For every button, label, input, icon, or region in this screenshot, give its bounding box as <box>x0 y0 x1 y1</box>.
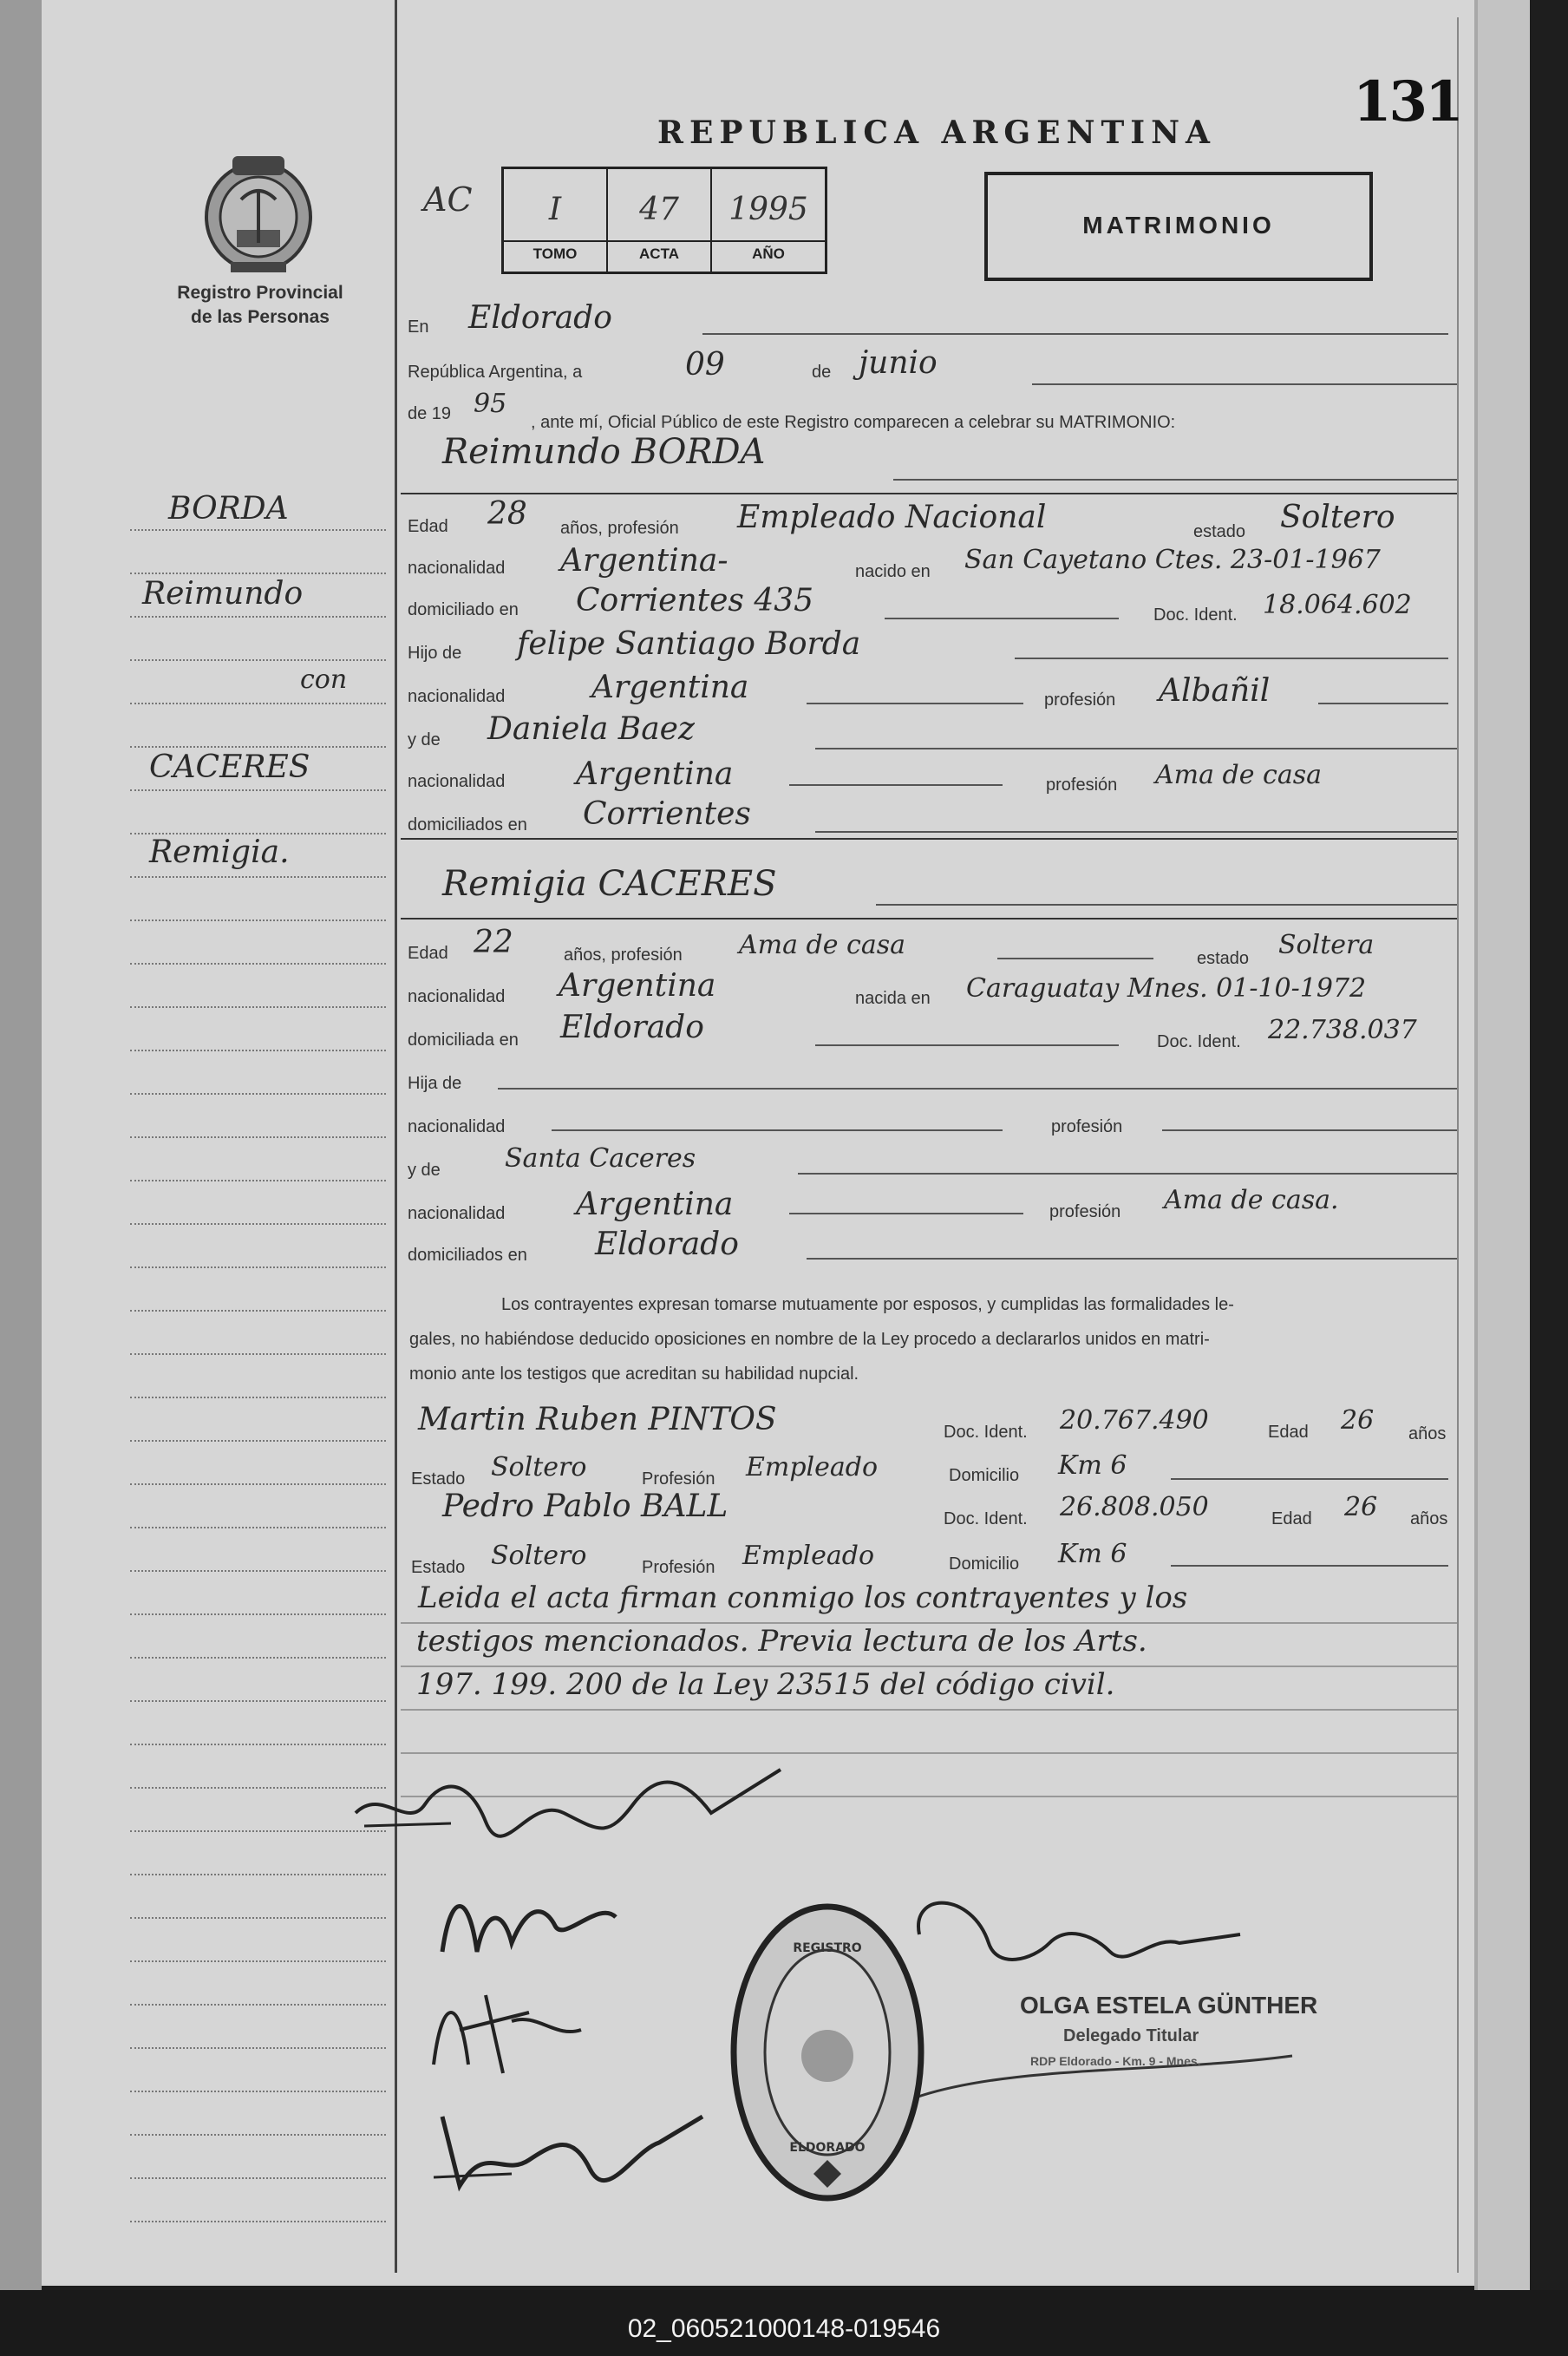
registry-name <box>130 281 390 330</box>
bride-nationality-label: nacionalidad <box>408 987 506 1006</box>
groom-signature <box>347 1761 798 1856</box>
groom-birth: San Cayetano Ctes. 23-01-1967 <box>964 545 1381 575</box>
groom-parents-dom: Corrientes <box>583 796 751 832</box>
place-label: En <box>408 317 429 337</box>
right-rule <box>1457 17 1459 2273</box>
witness2-age: 26 <box>1344 1492 1378 1522</box>
svg-text:REGISTRO: REGISTRO <box>793 1941 862 1955</box>
witness1-domicile-label: Domicilio <box>949 1466 1020 1485</box>
tomo-value: I <box>548 192 562 227</box>
bride-mother-label: y de <box>408 1161 441 1180</box>
witness1-profession: Empleado <box>746 1452 879 1482</box>
bride-status: Soltera <box>1278 930 1375 960</box>
witness2-status-label: Estado <box>411 1558 466 1577</box>
officer-role: Delegado Titular <box>1063 2026 1199 2045</box>
witness1-name: Martin Ruben PINTOS <box>418 1402 777 1437</box>
bride-birth: Caraguatay Mnes. 01-10-1972 <box>966 973 1367 1004</box>
bride-age: 22 <box>474 925 513 960</box>
witness2-doc-label: Doc. Ident. <box>944 1509 1028 1528</box>
margin-surname-bride: CACERES <box>149 749 310 785</box>
book-spine-strip <box>0 0 42 2290</box>
witness2-signature <box>408 2091 720 2195</box>
legal-text-line3: monio ante los testigos que acreditan su habilidad nupcial. <box>409 1365 859 1384</box>
bride-mother-prof-label: profesión <box>1049 1202 1121 1221</box>
image-id-footer: 02_060521000148-019546 <box>627 2314 941 2343</box>
officer-office: RDP Eldorado - Km. 9 - Mnes. <box>1030 2054 1201 2068</box>
witness2-domicile: Km 6 <box>1058 1539 1127 1569</box>
bride-mother-nat: Argentina <box>576 1187 734 1222</box>
witness1-age-label: Edad <box>1268 1423 1309 1442</box>
closing-line2: testigos mencionados. Previa lectura de los Arts. <box>416 1624 1147 1659</box>
groom-age: 28 <box>487 496 527 532</box>
place-value: Eldorado <box>468 300 612 336</box>
bride-father-prof-label: profesión <box>1051 1117 1123 1136</box>
bride-mother-nat-label: nacionalidad <box>408 1204 506 1223</box>
groom-nationality-label: nacionalidad <box>408 559 506 578</box>
closing-line3: 197. 199. 200 de la Ley 23515 del código civil. <box>416 1667 1115 1702</box>
provincial-emblem <box>198 147 319 278</box>
date-de-label: de <box>812 363 832 382</box>
witness1-doc: 20.767.490 <box>1060 1405 1209 1436</box>
groom-mother: Daniela Baez <box>487 711 695 747</box>
bride-status-label: estado <box>1197 949 1250 968</box>
witness1-domicile: Km 6 <box>1058 1450 1127 1481</box>
groom-profession-label: años, profesión <box>560 519 679 538</box>
bride-age-label: Edad <box>408 944 448 963</box>
month-value: junio <box>859 345 938 381</box>
registry-name-line1: Registro Provincial <box>177 283 343 303</box>
year-value: 95 <box>474 389 507 419</box>
act-type-label: MATRIMONIO <box>1082 212 1275 239</box>
bride-signature <box>425 1874 633 1978</box>
bride-mother-prof: Ama de casa. <box>1164 1185 1339 1215</box>
groom-status-label: estado <box>1193 522 1246 541</box>
day-value: 09 <box>685 347 725 383</box>
witness1-status-label: Estado <box>411 1469 466 1489</box>
witness2-profession-label: Profesión <box>642 1558 715 1577</box>
legal-text-line2: gales, no habiéndose deducido oposiciones en nombre de la Ley procedo a declararlos unidos en matri- <box>409 1330 1210 1349</box>
witness2-profession: Empleado <box>742 1541 875 1571</box>
officer-name: OLGA ESTELA GÜNTHER <box>1020 1992 1318 2019</box>
bride-doc: 22.738.037 <box>1268 1015 1417 1045</box>
officer-signature <box>893 1882 1249 1995</box>
margin-connector: con <box>300 664 348 695</box>
margin-surname-groom: BORDA <box>168 491 289 527</box>
groom-father-nat: Argentina <box>591 670 749 705</box>
groom-father-prof-label: profesión <box>1044 690 1116 710</box>
official-seal <box>727 1900 928 2205</box>
bride-father-nat-label: nacionalidad <box>408 1117 506 1136</box>
anio-cell <box>712 169 825 272</box>
groom-name: Reimundo BORDA <box>442 432 766 472</box>
witness2-domicile-label: Domicilio <box>949 1554 1020 1574</box>
margin-firstname-bride: Remigia. <box>149 834 290 870</box>
page-number: 131 <box>1353 69 1461 134</box>
acta-label: ACTA <box>608 240 710 263</box>
margin-firstname-groom: Reimundo <box>142 576 304 612</box>
legal-text-line1: Los contrayentes expresan tomarse mutuamente por esposos, y cumplidas las formalidades le- <box>501 1295 1234 1314</box>
bride-parents-dom-label: domiciliados en <box>408 1246 527 1265</box>
groom-born-label: nacido en <box>855 562 931 581</box>
bride-parents-dom: Eldorado <box>595 1227 739 1262</box>
groom-mother-prof: Ama de casa <box>1155 760 1322 790</box>
groom-father-label: Hijo de <box>408 644 462 663</box>
groom-mother-label: y de <box>408 730 441 749</box>
bride-born-label: nacida en <box>855 989 931 1008</box>
bride-nationality: Argentina <box>559 968 716 1004</box>
groom-mother-nat: Argentina <box>576 756 734 792</box>
witness2-years-label: años <box>1410 1509 1448 1528</box>
bride-doc-label: Doc. Ident. <box>1157 1032 1241 1051</box>
bride-profession-label: años, profesión <box>564 946 683 965</box>
year-label: de 19 <box>408 404 452 423</box>
groom-father-prof: Albañil <box>1159 673 1271 709</box>
anio-value: 1995 <box>728 192 808 227</box>
bride-name: Remigia CACERES <box>442 864 777 904</box>
acta-cell <box>608 169 712 272</box>
tomo-label: TOMO <box>504 240 606 263</box>
acta-value: 47 <box>639 192 679 227</box>
groom-father-nat-label: nacionalidad <box>408 687 506 706</box>
groom-mother-nat-label: nacionalidad <box>408 772 506 791</box>
witness1-doc-label: Doc. Ident. <box>944 1423 1028 1442</box>
groom-domicile-label: domiciliado en <box>408 600 519 619</box>
groom-doc: 18.064.602 <box>1263 590 1412 620</box>
groom-domicile: Corrientes 435 <box>576 583 814 618</box>
witness2-doc: 26.808.050 <box>1060 1492 1209 1522</box>
country-title: REPUBLICA ARGENTINA <box>657 115 1216 151</box>
bride-father-label: Hija de <box>408 1074 462 1093</box>
groom-father: felipe Santiago Borda <box>517 626 861 662</box>
anio-label: AÑO <box>712 240 825 263</box>
svg-text:ELDORADO: ELDORADO <box>789 2141 866 2155</box>
witness1-signature <box>408 1978 598 2082</box>
date-label: República Argentina, a <box>408 363 583 382</box>
witness1-age: 26 <box>1341 1405 1375 1436</box>
page-edge <box>1474 0 1530 2290</box>
groom-doc-label: Doc. Ident. <box>1153 605 1238 625</box>
bride-domicile-label: domiciliada en <box>408 1031 519 1050</box>
tomo-cell <box>504 169 608 272</box>
groom-mother-prof-label: profesión <box>1046 776 1118 795</box>
opening-statement: , ante mí, Oficial Público de este Registro comparecen a celebrar su MATRIMONIO: <box>531 413 1176 432</box>
groom-age-label: Edad <box>408 517 448 536</box>
registry-reference-box <box>501 167 827 274</box>
closing-line1: Leida el acta firman conmigo los contrayentes y los <box>418 1580 1188 1615</box>
witness1-status: Soltero <box>491 1452 587 1482</box>
margin-rule <box>395 0 397 2273</box>
witness2-name: Pedro Pablo BALL <box>442 1489 728 1524</box>
act-type-box <box>984 172 1373 281</box>
book-code: AC <box>423 180 473 219</box>
bride-profession: Ama de casa <box>739 930 905 960</box>
groom-status: Soltero <box>1280 500 1395 535</box>
witness1-profession-label: Profesión <box>642 1469 715 1489</box>
groom-parents-dom-label: domiciliados en <box>408 815 527 834</box>
witness1-years-label: años <box>1408 1424 1447 1443</box>
witness2-status: Soltero <box>491 1541 587 1571</box>
witness2-age-label: Edad <box>1271 1509 1312 1528</box>
groom-profession: Empleado Nacional <box>737 500 1047 535</box>
bride-mother: Santa Caceres <box>505 1143 696 1174</box>
bride-domicile: Eldorado <box>560 1010 704 1045</box>
registry-name-line2: de las Personas <box>191 307 330 327</box>
groom-nationality: Argentina- <box>560 543 728 579</box>
